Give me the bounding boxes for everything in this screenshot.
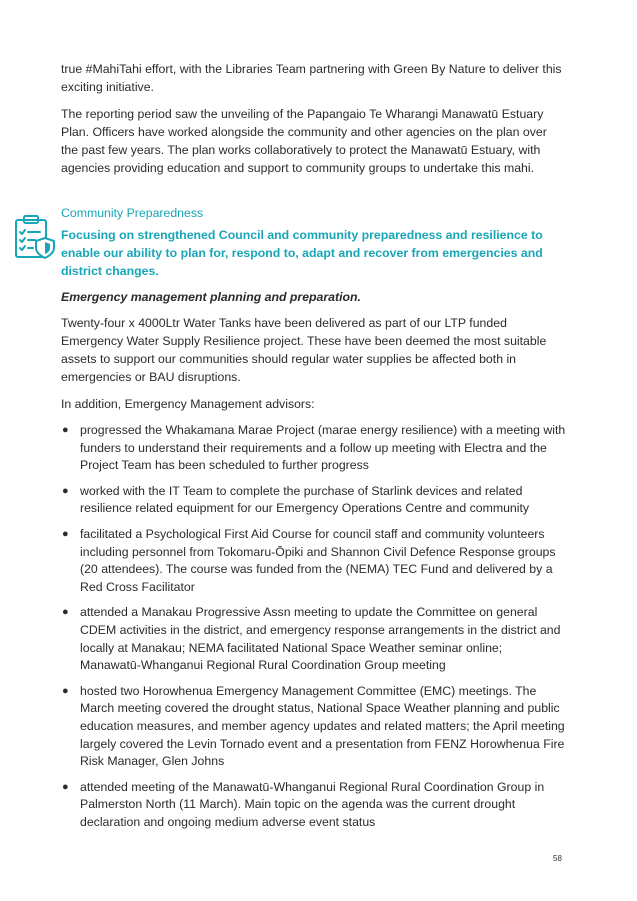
list-item [61, 604, 566, 674]
list-item [61, 483, 566, 518]
bullet-icon: ● [62, 780, 69, 793]
section-subheading: Emergency management planning and preparation. [61, 290, 361, 304]
list-item [61, 683, 566, 771]
list-item-text: attended meeting of the Manawatū-Whanganui Regional Rural Coordination Group in Palmerston North (11 March). Main topic on the agenda was the current drought declaration and ongoing medium adverse event status [80, 779, 545, 829]
list-item-text: progressed the Whakamana Marae Project (marae energy resilience) with a meeting with funders to understand their requirements and a follow up meeting with Electra and the Project Team has been scheduled to further progress [80, 423, 566, 473]
list-item-text: worked with the IT Team to complete the purchase of Starlink devices and related resilience related equipment for our Emergency Operations Centre and community [80, 483, 530, 516]
section-focus-statement: Focusing on strengthened Council and community preparedness and resilience to enable our ability to plan for, respond to, adapt and recover from emergencies and district changes. [61, 228, 543, 278]
clipboard-shield-icon [13, 214, 57, 260]
page-number: 58 [553, 854, 562, 863]
list-item [61, 422, 566, 475]
intro-paragraph-1: true #MahiTahi effort, with the Libraries Team partnering with Green By Nature to deliver this exciting initiative. [61, 62, 562, 94]
list-item [61, 779, 566, 832]
list-item-text: attended a Manakau Progressive Assn meeting to update the Committee on general CDEM activities in the district, and emergency response arrangements in the district and locally at Manakau; NEMA facilitated National Space Weather seminar online; Manawatū-Whanganui Regional Rural Coordination Group meeting [80, 605, 561, 673]
body-paragraph-1: Twenty-four x 4000Ltr Water Tanks have been delivered as part of our LTP funded Emergency Water Supply Resilience project. These have been deemed the most suitable assets to support our communities should regular water supplies be affected both in emergencies or BAU disruptions. [61, 316, 547, 384]
intro-paragraph-2: The reporting period saw the unveiling of the Papangaio Te Wharangi Manawatū Estuary Plan. Officers have worked alongside the community and other agencies on the plan over the past few years. The plan works collaboratively to protect the Manawatū Estuary, with agencies providing education and support to community groups to undertake this mahi. [61, 107, 547, 175]
list-item-text: hosted two Horowhenua Emergency Management Committee (EMC) meetings. The March meeting covered the drought status, National Space Weather planning and public education measures, and member agency updates and related matters; the April meeting largely covered the Levin Tornado event and a presentation from FENZ Horowhenua Fire Risk Manager, Glen Johns [80, 683, 565, 769]
main-content [61, 60, 566, 839]
bullet-icon: ● [62, 606, 69, 619]
advisor-activities-list [61, 422, 566, 831]
bullet-icon: ● [62, 424, 69, 436]
body-paragraph-2: In addition, Emergency Management advisors: [61, 397, 315, 411]
list-item-text: facilitated a Psychological First Aid Course for council staff and community volunteers including personnel from Tokomaru-Ōpiki and Shannon Civil Defence Response groups (20 attendees). The course was funded from the (NEMA) TEC Fund and delivered by a Red Cross Facilitator [80, 526, 556, 594]
bullet-icon: ● [62, 684, 69, 697]
list-item [61, 526, 566, 596]
bullet-icon: ● [62, 484, 69, 497]
section-label: Community Preparedness [61, 206, 204, 220]
bullet-icon: ● [62, 527, 69, 540]
